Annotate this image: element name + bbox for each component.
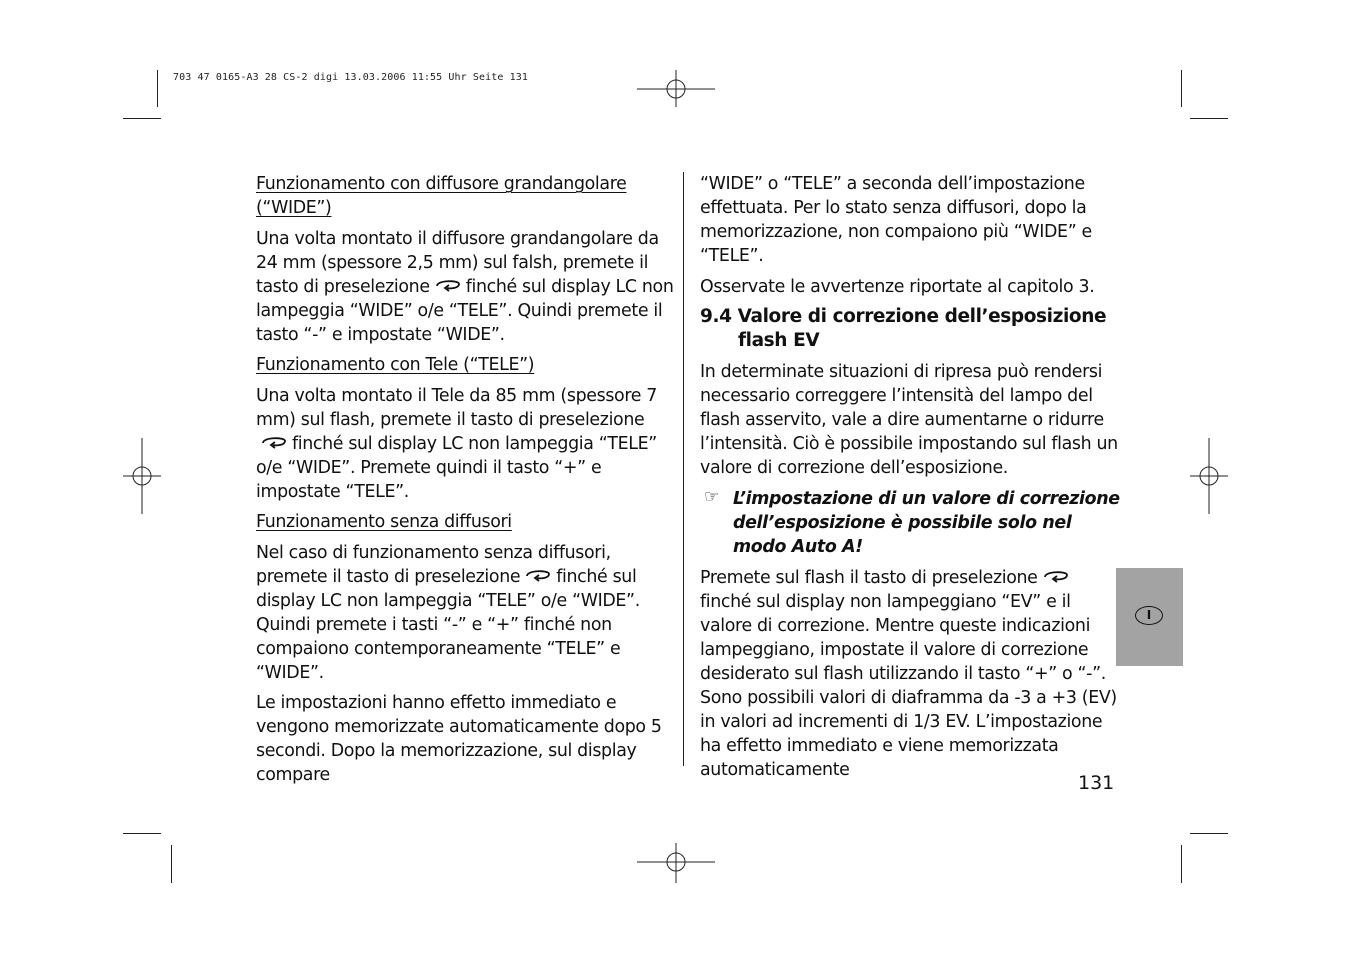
tele-text-2: finché sul display LC non lampeggia “TELE” o/e “WIDE”. Premete quindi il tasto “+” e impostate “TELE”. xyxy=(256,433,657,502)
preselection-cycle-icon xyxy=(260,435,288,449)
wide-heading: Funzionamento con diffusore grandangolare (“WIDE”) xyxy=(256,174,627,218)
left-column xyxy=(256,172,676,794)
preselection-cycle-icon xyxy=(1042,569,1070,583)
wide-text-2: finché sul display LC non lampeggia “WIDE” o/e “TELE”. Quindi premete il tasto “-” e impostate “WIDE”. xyxy=(256,276,674,345)
intro-paragraph: In determinate situazioni di ripresa può rendersi necessario correggere l’intensità del lampo del flash asservito, vale a dire aumentarne o ridurre l’intensità. Ciò è possibile impostando sul flash un valore di correzione dell’esposizione. xyxy=(700,362,1118,478)
registration-mark-right xyxy=(1190,438,1228,514)
warning-paragraph: Osservate le avvertenze riportate al capitolo 3. xyxy=(700,276,1095,297)
continuation-paragraph: “WIDE” o “TELE” a seconda dell’impostazione effettuata. Per lo stato senza diffusori, dopo la memorizzazione, non compaiono più “WIDE” e “TELE”. xyxy=(700,174,1092,266)
preselection-cycle-icon xyxy=(524,568,552,582)
none-heading: Funzionamento senza diffusori xyxy=(256,512,512,532)
instr-text-1: Premete sul flash il tasto di preselezione xyxy=(700,567,1038,588)
note-text: L’impostazione di un valore di correzione dell’esposizione è possibile solo nel modo Auto A! xyxy=(733,488,1120,557)
note-block xyxy=(700,487,1120,559)
none-text-1: Nel caso di funzionamento senza diffusori, premete il tasto di preselezione xyxy=(256,542,611,587)
settings-paragraph: Le impostazioni hanno effetto immediato e vengono memorizzate automaticamente dopo 5 secondi. Dopo la memorizzazione, sul display compare xyxy=(256,693,662,785)
tele-paragraph xyxy=(256,384,676,504)
column-divider xyxy=(683,172,684,766)
wide-text-1: Una volta montato il diffusore grandangolare da 24 mm (spessore 2,5 mm) sul falsh, premete il tasto di preselezione xyxy=(256,228,659,297)
language-tab xyxy=(1116,568,1183,666)
section-heading-line-2: flash EV xyxy=(738,330,820,351)
tele-text-1: Una volta montato il Tele da 85 mm (spessore 7 mm) sul flash, premete il tasto di preselezione xyxy=(256,385,657,430)
right-column xyxy=(700,172,1120,788)
registration-mark-left xyxy=(123,438,161,514)
registration-mark-bottom xyxy=(637,843,715,883)
section-heading xyxy=(700,305,1120,353)
none-paragraph xyxy=(256,541,676,685)
section-heading-line-1: 9.4 Valore di correzione dell’esposizione xyxy=(700,306,1107,327)
instruction-paragraph xyxy=(700,566,1120,782)
page-number: 131 xyxy=(1078,772,1115,794)
preselection-cycle-icon xyxy=(434,278,462,292)
pointing-hand-icon: ☞ xyxy=(704,486,719,507)
language-badge: I xyxy=(1135,606,1163,625)
print-header: 703 47 0165-A3 28 CS-2 digi 13.03.2006 11:55 Uhr Seite 131 xyxy=(173,72,528,83)
tele-heading: Funzionamento con Tele (“TELE”) xyxy=(256,355,535,375)
registration-mark-top xyxy=(637,70,715,107)
instr-text-2: finché sul display non lampeggiano “EV” e il valore di correzione. Mentre queste indicazioni lampeggiano, impostate il valore di correzione desiderato sul flash utilizzando il tasto “+” o “-”. Sono possibili valori di diaframma da -3 a +3 (EV) in valori ad incrementi di 1/3 EV. L’impostazione ha effetto immediato e viene memorizzata automaticamente xyxy=(700,591,1117,780)
none-text-2: finché sul display LC non lampeggia “TELE” o/e “WIDE”. Quindi premete i tasti “-” e “+” finché non compaiono contemporaneamente “TELE” e “WIDE”. xyxy=(256,566,640,683)
wide-paragraph xyxy=(256,227,676,347)
